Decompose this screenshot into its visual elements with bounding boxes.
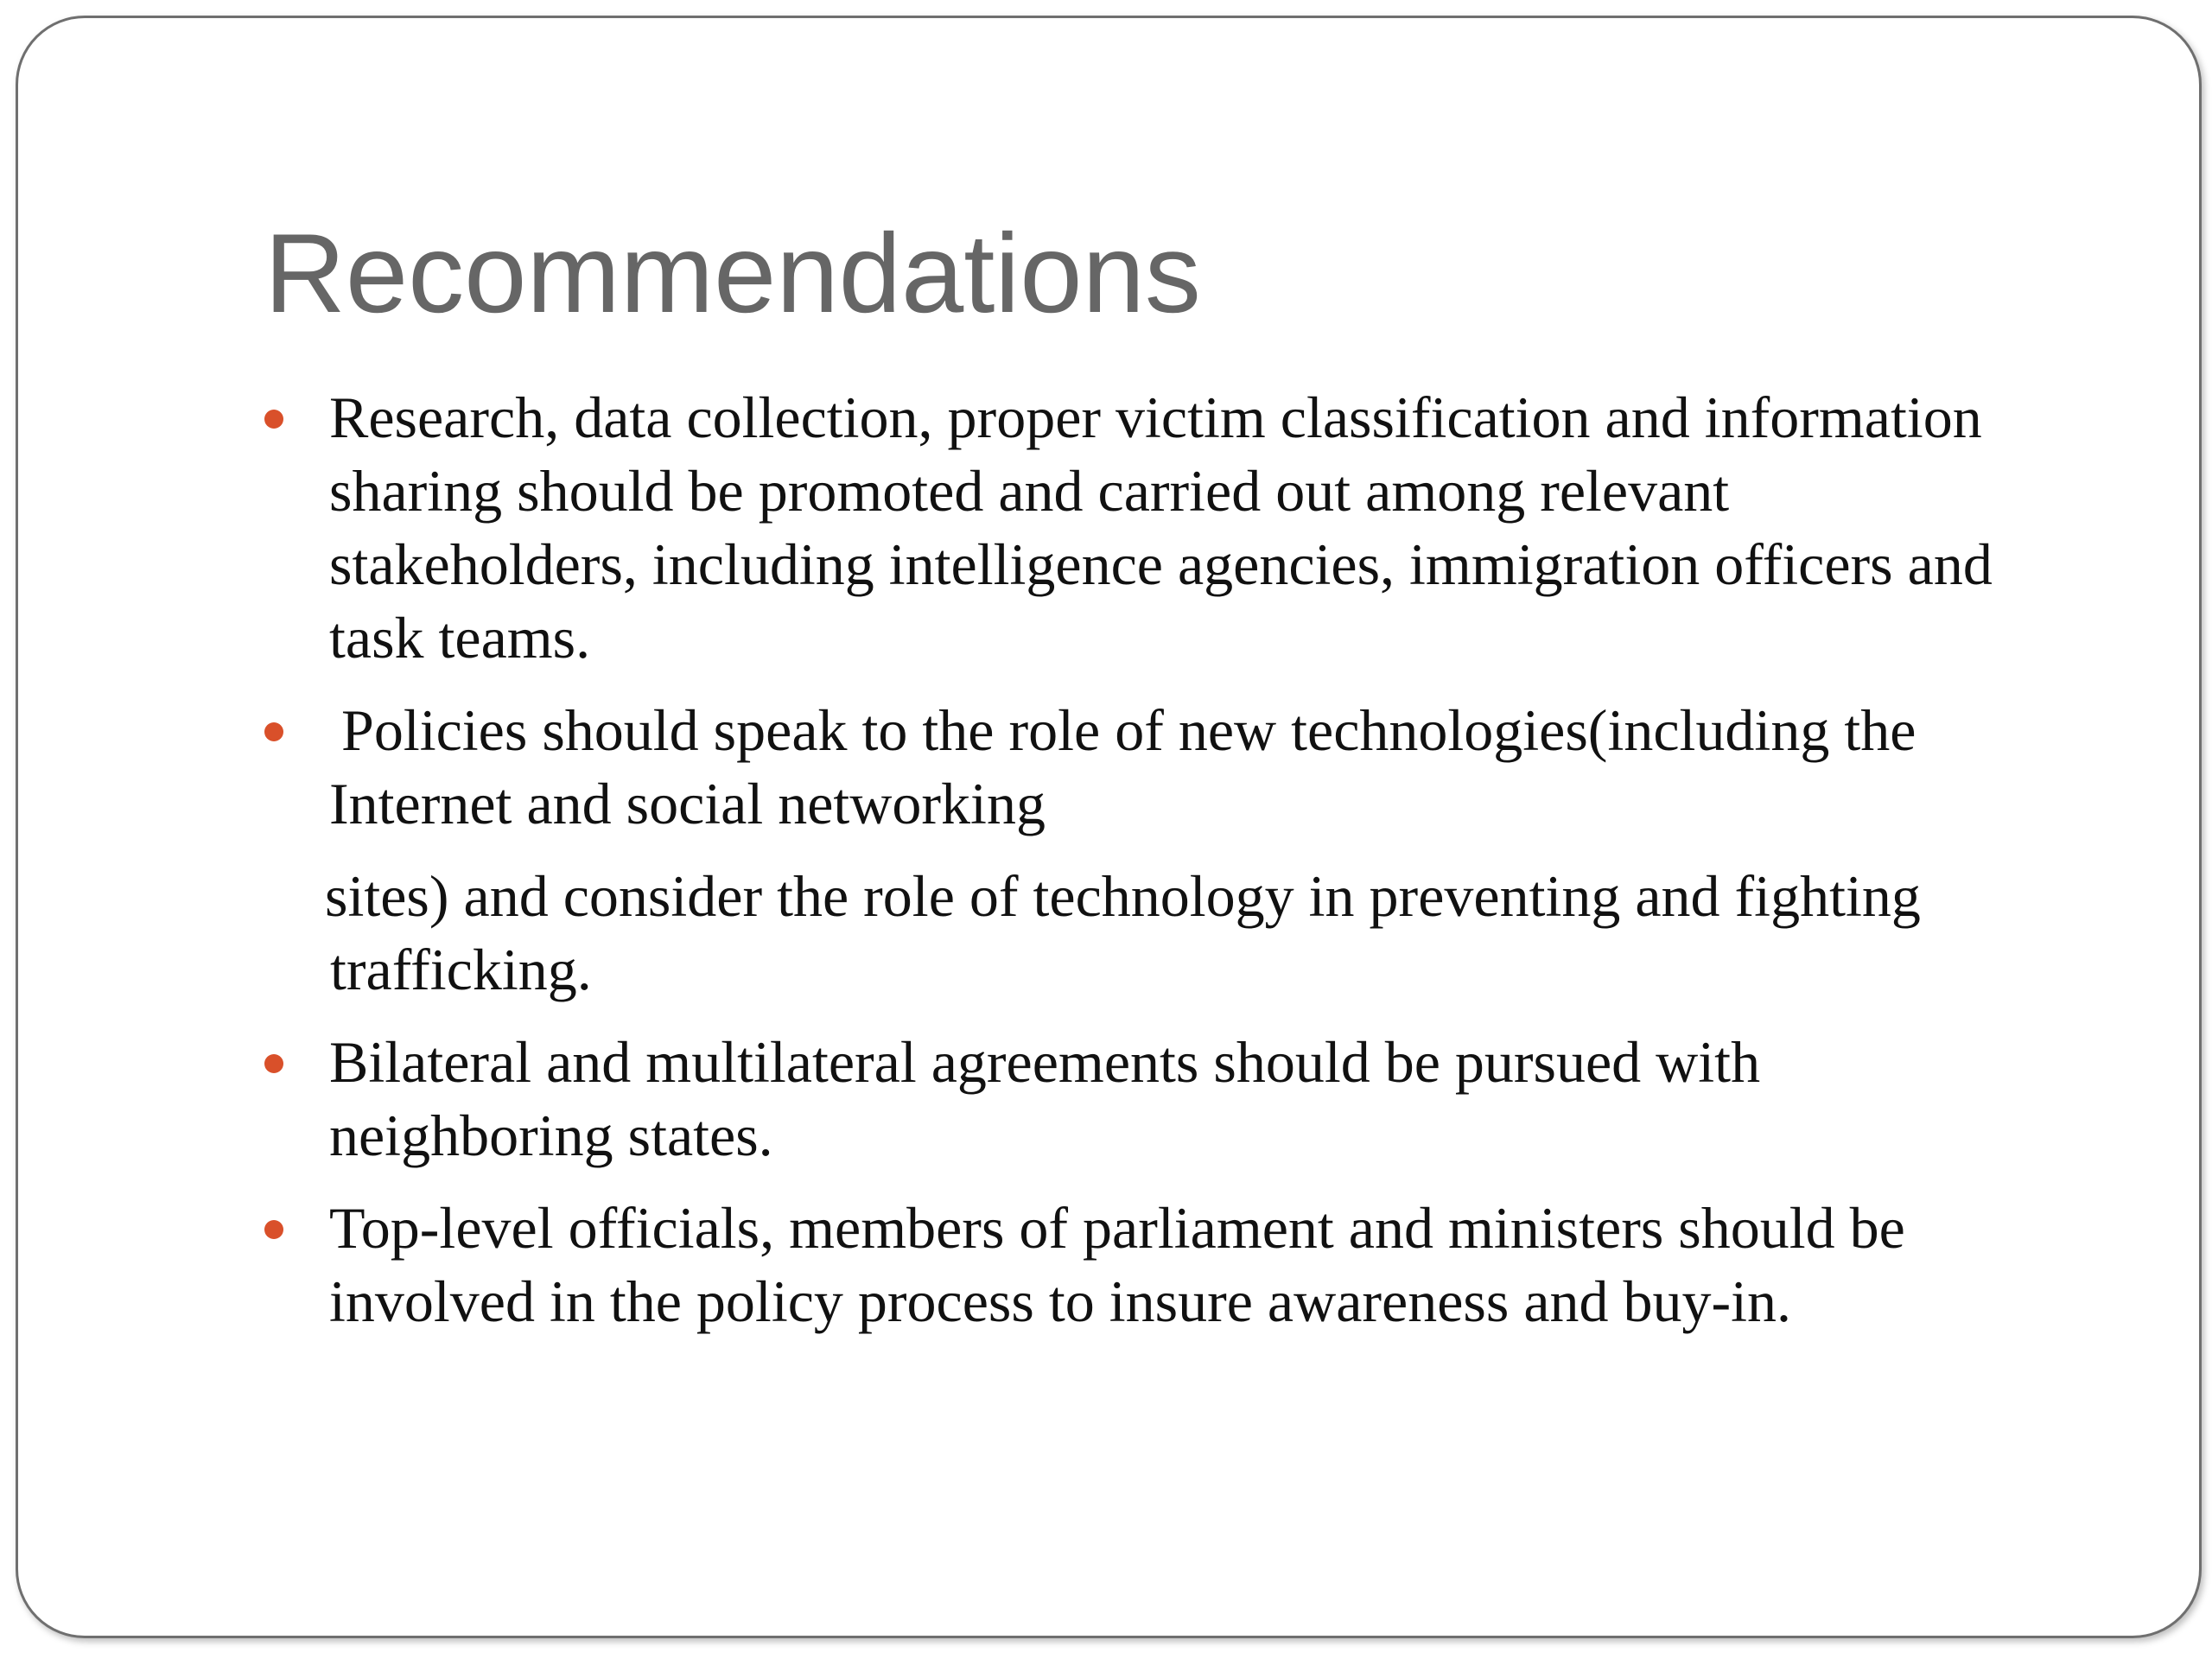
bullet-text-line: Internet and social networking (329, 771, 1046, 836)
bullet-text-line: Research, data collection, proper victim classification and information (329, 385, 1982, 450)
bullet-item-research (264, 381, 2079, 675)
continuation-text-line: sites) and consider the role of technology in preventing and fighting (325, 863, 1921, 929)
slide-frame (16, 16, 2202, 1638)
bullet-continuation-paragraph (264, 860, 2079, 1007)
continuation-text-line: trafficking. (330, 937, 592, 1002)
bullet-dot-icon (264, 722, 283, 741)
bullet-text-line: Bilateral and multilateral agreements should be pursued with (329, 1029, 1761, 1095)
bullet-text-line: sharing should be promoted and carried out among relevant (329, 458, 1730, 524)
bullet-dot-icon (264, 1220, 283, 1239)
bullet-text-line: Policies should speak to the role of new technologies(including the (341, 697, 1916, 763)
bullet-item-officials (264, 1192, 2079, 1338)
slide-title: Recommendations (264, 210, 1201, 336)
bullet-text-line: neighboring states. (329, 1103, 773, 1168)
bullet-text-line: involved in the policy process to insure awareness and buy-in. (329, 1268, 1792, 1334)
bullet-item-policies (264, 694, 2079, 841)
bullet-text-line: Top-level officials, members of parliament and ministers should be (329, 1195, 1905, 1261)
bullet-item-agreements (264, 1026, 2079, 1173)
bullet-dot-icon (264, 410, 283, 429)
bullet-text-line: task teams. (329, 605, 591, 671)
bullet-dot-icon (264, 1054, 283, 1073)
bullet-text-line: stakeholders, including intelligence agencies, immigration officers and (329, 531, 1993, 597)
bullet-list (264, 381, 2079, 1357)
